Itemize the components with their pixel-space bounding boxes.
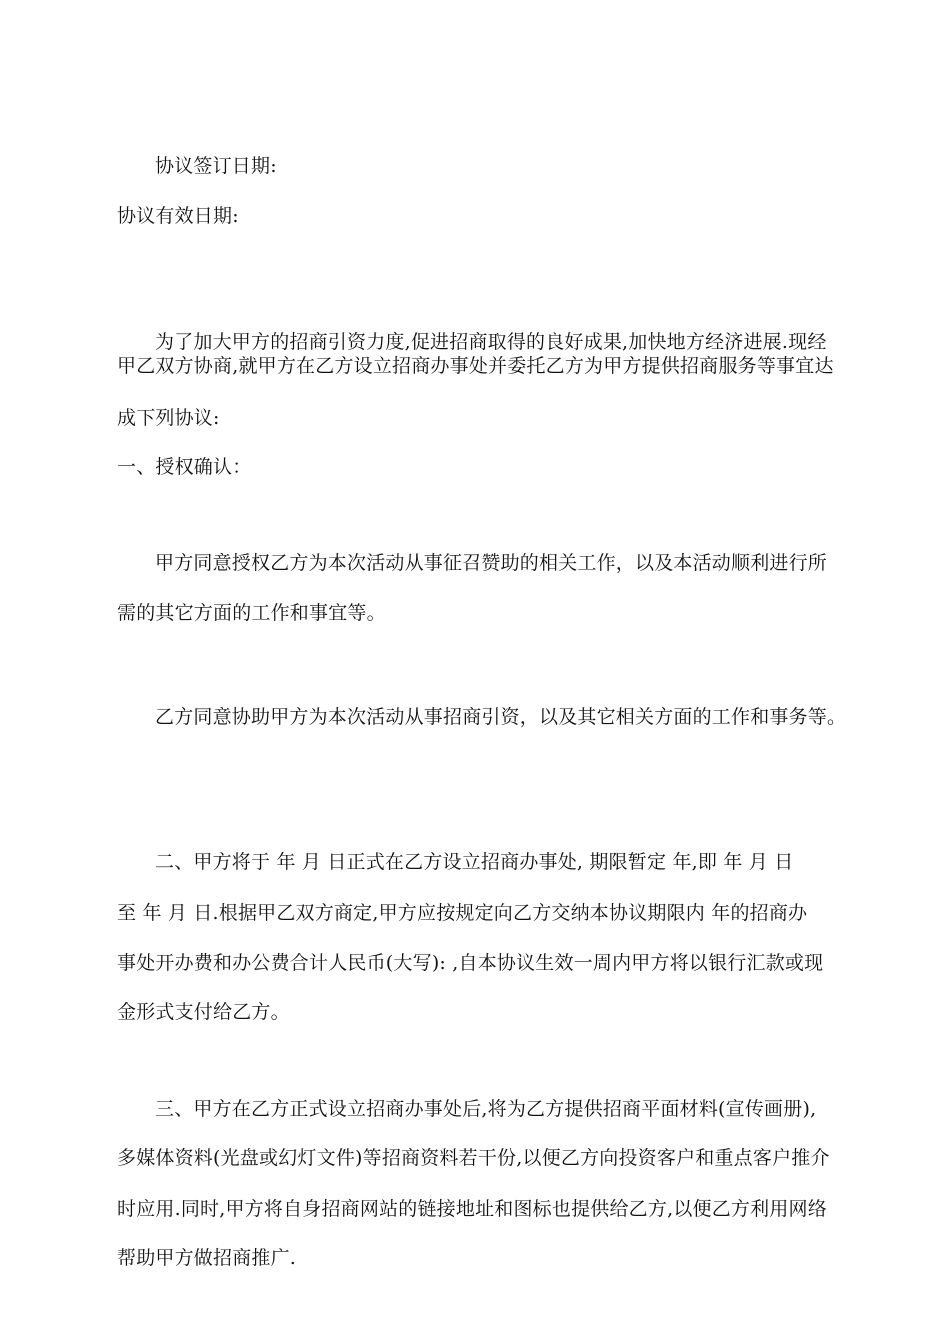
section3-line-2: 多媒体资料(光盘或幻灯文件)等招商资料若干份,以便乙方向投资客户和重点客户推介 bbox=[117, 1147, 830, 1169]
section1-para-b: 乙方同意协助甲方为本次活动从事招商引资，以及其它相关方面的工作和事务等。 bbox=[155, 706, 847, 728]
section2-line-1: 二、甲方将于 年 月 日正式在乙方设立招商办事处, 期限暂定 年,即 年 月 日 bbox=[155, 851, 794, 873]
intro-line-2: 甲乙双方协商,就甲方在乙方设立招商办事处并委托乙方为甲方提供招商服务等事宜达 bbox=[117, 355, 834, 377]
section3-line-1: 三、甲方在乙方正式设立招商办事处后,将为乙方提供招商平面材料(宣传画册), bbox=[155, 1098, 817, 1120]
section3-line-4: 帮助甲方做招商推广. bbox=[117, 1247, 297, 1269]
section1-para-a-line-1: 甲方同意授权乙方为本次活动从事征召赞助的相关工作，以及本活动顺利进行所 bbox=[155, 552, 828, 574]
effective-date-label: 协议有效日期: bbox=[117, 205, 239, 227]
intro-line-1: 为了加大甲方的招商引资力度,促进招商取得的良好成果,加快地方经济进展.现经 bbox=[155, 331, 827, 353]
section3-line-3: 时应用.同时,甲方将自身招商网站的链接地址和图标也提供给乙方,以便乙方利用网络 bbox=[117, 1198, 827, 1220]
section2-line-3: 事处开办费和办公费合计人民币(大写): ,自本协议生效一周内甲方将以银行汇款或现 bbox=[117, 952, 824, 974]
intro-line-3: 成下列协议: bbox=[117, 407, 220, 429]
section2-line-2: 至 年 月 日.根据甲乙双方商定,甲方应按规定向乙方交纳本协议期限内 年的招商办 bbox=[117, 902, 808, 924]
section1-para-a-line-2: 需的其它方面的工作和事宜等。 bbox=[117, 602, 386, 624]
sign-date-label: 协议签订日期: bbox=[155, 155, 277, 177]
section2-line-4: 金形式支付给乙方。 bbox=[117, 1001, 290, 1023]
section1-heading: 一、授权确认： bbox=[117, 456, 252, 478]
